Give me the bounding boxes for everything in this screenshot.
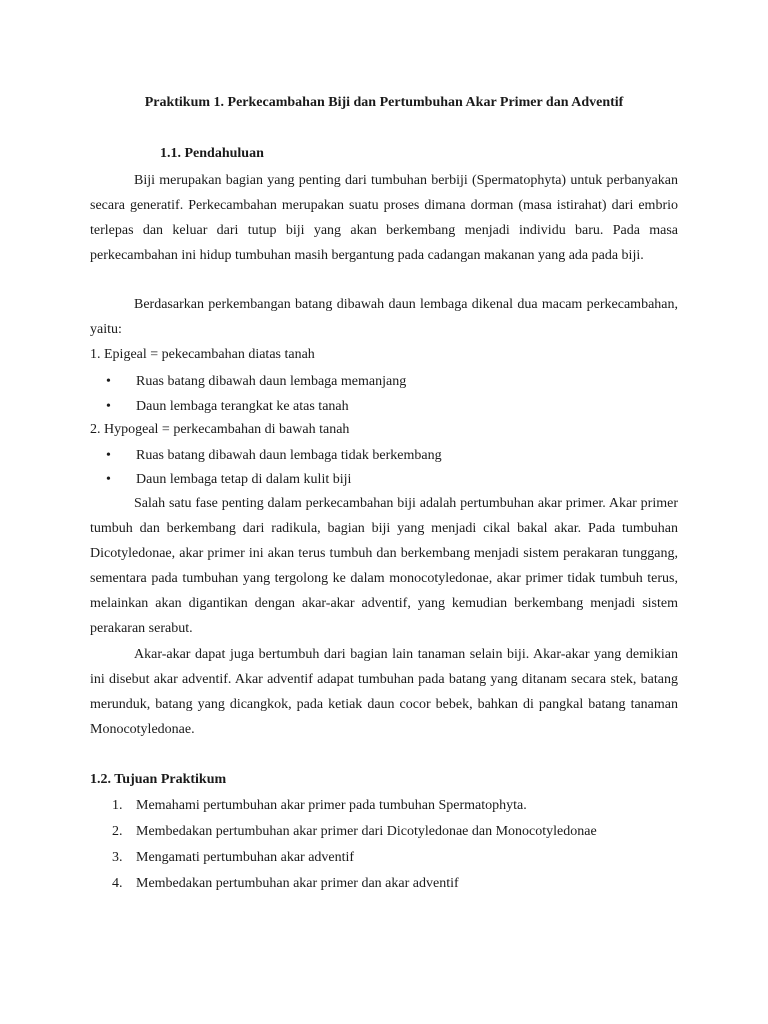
epigeal-label: 1. Epigeal = pekecambahan diatas tanah — [90, 347, 315, 362]
list-item-text: Daun lembaga terangkat ke atas tanah — [136, 399, 349, 414]
bullet-icon: • — [106, 399, 111, 414]
list-item — [90, 398, 678, 416]
list-item-text: Membedakan pertumbuhan akar primer dan akar adventif — [136, 876, 459, 891]
paragraph-akar-adventif: Akar-akar dapat juga bertumbuh dari bagian lain tanaman selain biji. Akar-akar yang demikian ini disebut akar adventif. Akar adventif adapat tumbuhan pada batang yang ditanam secara stek, batang merunduk, batang yang dicangkok, pada ketiak daun cocor bebek, bahkan di pangkal batang tanaman Monocotyledonae. — [90, 647, 678, 737]
list-item-number: 3. — [112, 850, 123, 865]
bullet-icon: • — [106, 374, 111, 389]
list-item-number: 4. — [112, 876, 123, 891]
list-item-text: Daun lembaga tetap di dalam kulit biji — [136, 472, 352, 487]
paragraph-akar-primer: Salah satu fase penting dalam perkecambahan biji adalah pertumbuhan akar primer. Akar primer tumbuh dan berkembang dari radikula, bagian biji yang menjadi cikal bakal akar. Pada tumbuhan Dicotyledonae, akar primer ini akan terus tumbuh dan berkembang menjadi sistem perakaran tunggang, sementara pada tumbuhan yang tergolong ke dalam monocotyledonae, akar primer tidak tumbuh terus, melainkan akan digantikan dengan akar-akar adventif, yang kemudian berkembang menjadi sistem perakaran serabut. — [90, 496, 678, 636]
hypogeal-label: 2. Hypogeal = perkecambahan di bawah tanah — [90, 422, 350, 437]
list-item — [90, 447, 678, 465]
list-item-text: Membedakan pertumbuhan akar primer dari Dicotyledonae dan Monocotyledonae — [136, 824, 597, 839]
list-item — [90, 823, 678, 841]
list-item-text: Ruas batang dibawah daun lembaga tidak berkembang — [136, 448, 442, 463]
list-item — [90, 849, 678, 867]
section-heading-tujuan: 1.2. Tujuan Praktikum — [90, 772, 227, 787]
list-item-number: 2. — [112, 824, 123, 839]
list-item-number: 1. — [112, 798, 123, 813]
list-item-text: Ruas batang dibawah daun lembaga memanjang — [136, 374, 407, 389]
list-item — [90, 373, 678, 391]
document-title: Praktikum 1. Perkecambahan Biji dan Pertumbuhan Akar Primer dan Adventif — [144, 95, 624, 110]
list-item — [90, 797, 678, 815]
list-item — [90, 875, 678, 893]
list-item — [90, 471, 678, 489]
bullet-icon: • — [106, 448, 111, 463]
paragraph-biji: Biji merupakan bagian yang penting dari tumbuhan berbiji (Spermatophyta) untuk perbanyakan secara generatif. Perkecambahan merupakan suatu proses dimana dorman (masa istirahat) dari embrio terlepas dan keluar dari tutup biji yang akan berkembang menjadi individu baru. Pada masa perkecambahan ini hidup tumbuhan masih bergantung pada cadangan makanan yang ada pada biji. — [90, 173, 678, 263]
section-heading-pendahuluan: 1.1. Pendahuluan — [160, 146, 264, 161]
list-item-text: Memahami pertumbuhan akar primer pada tumbuhan Spermatophyta. — [136, 798, 527, 813]
list-item-text: Mengamati pertumbuhan akar adventif — [136, 850, 355, 865]
bullet-icon: • — [106, 472, 111, 487]
paragraph-perkecambahan-types-intro: Berdasarkan perkembangan batang dibawah daun lembaga dikenal dua macam perkecambahan, yaitu: — [90, 297, 678, 337]
